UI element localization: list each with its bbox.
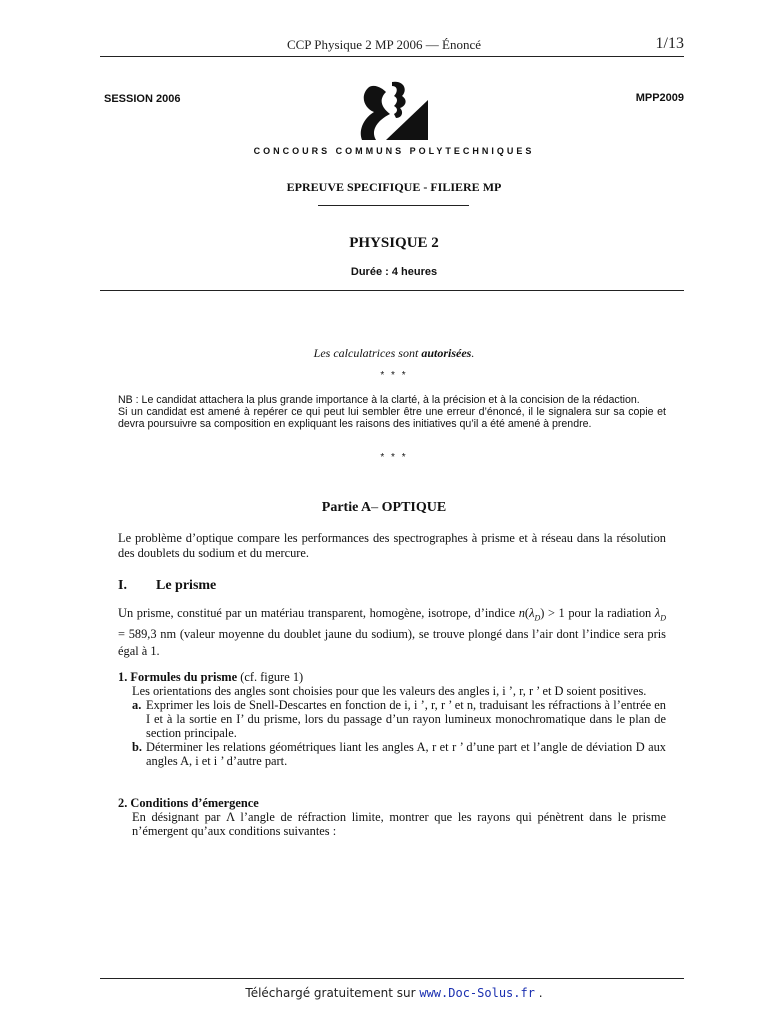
q1-b-label: b.: [132, 740, 142, 754]
nb-line-1: NB : Le candidat attachera la plus grande importance à la clarté, à la précision et à la concision de la rédaction.: [118, 394, 640, 406]
nb-notice: [118, 394, 666, 430]
index-formula: $n(\lambda_D) > 1$: [518, 606, 565, 623]
question-1: [118, 670, 666, 768]
footer: [0, 986, 768, 1000]
q1-a-text: Exprimer les lois de Snell-Descartes en fonction de i, i ’, r, r ’ et n, traduisant les réfractions à l’entrée en I et à la sortie en I’ du prisme, lors du passage d’un rayon lumineux monochromatique dans le plan de section principale.: [146, 698, 666, 740]
calc-suffix: .: [471, 346, 475, 360]
partie-prefix: Partie A: [321, 500, 372, 515]
q1-a-label: a.: [132, 698, 142, 712]
separator-stars-2: * * *: [380, 452, 408, 463]
section-paragraph: [118, 605, 666, 660]
footer-suffix: .: [534, 986, 543, 1000]
exam-code: MPP2009: [635, 92, 684, 104]
subject-title: PHYSIQUE 2: [349, 235, 439, 251]
question-2: [118, 796, 666, 838]
calc-prefix: Les calculatrices sont: [313, 346, 422, 360]
partie-heading: [0, 500, 768, 516]
q1-title: Formules du prisme: [130, 670, 238, 684]
q1-number: 1.: [118, 670, 128, 684]
section-heading: [118, 578, 216, 594]
logo-caption: CONCOURS COMMUNS POLYTECHNIQUES: [253, 146, 535, 156]
q2-text: En désignant par Λ l’angle de réfraction limite, montrer que les rayons qui pénètrent dans le prisme n’émergent qu’aux conditions suivantes :: [132, 810, 666, 838]
session-label: SESSION 2006: [104, 93, 181, 105]
lambda-symbol: $\lambda_D$: [654, 606, 666, 623]
separator-stars: * * *: [380, 370, 408, 381]
para-part-c: = 589,3 nm (valeur moyenne du doublet jaune du sodium), se trouve plongé dans l’air dont l’indice sera pris égal à 1.: [118, 627, 666, 659]
partie-intro: Le problème d’optique compare les performances des spectrographes à prisme et à réseau dans la résolution des doublets du sodium et du mercure.: [118, 531, 666, 560]
ccp-logo-icon: [356, 78, 432, 142]
partie-dash: –: [371, 500, 379, 515]
duration: Durée : 4 heures: [350, 266, 438, 278]
para-part-a: Un prisme, constitué par un matériau transparent, homogène, isotrope, d’indice: [118, 606, 519, 620]
title-rule: [318, 205, 469, 206]
q1-b-text: Déterminer les relations géométriques liant les angles A, r et r ’ d’une part et l’angle de déviation D aux angles A, i et i ’ d’autre part.: [146, 740, 666, 768]
partie-title: OPTIQUE: [378, 500, 447, 515]
running-header-title: CCP Physique 2 MP 2006 — Énoncé: [286, 37, 482, 52]
footer-rule: [100, 978, 684, 979]
section-rule: [100, 290, 684, 291]
calculator-notice: [0, 346, 768, 361]
section-number: I.: [118, 578, 127, 593]
nb-line-2: Si un candidat est amené à repérer ce qui peut lui sembler être une erreur d’énoncé, il le signalera sur sa copie et devra poursuivre sa composition en expliquant les raisons des initiatives qu’il a été amené à prendre.: [118, 406, 666, 430]
epreuve-title: EPREUVE SPECIFIQUE - FILIERE MP: [286, 180, 502, 194]
section-title: Le prisme: [156, 578, 217, 593]
header-rule: [100, 56, 684, 57]
q2-title: Conditions d’émergence: [130, 796, 259, 810]
q1-intro: Les orientations des angles sont choisies pour que les valeurs des angles i, i ’, r, r ’ et D soient positives.: [132, 684, 647, 698]
q1-ref: (cf. figure 1): [237, 670, 304, 684]
calc-bold: autorisées: [421, 346, 472, 360]
footer-prefix: Téléchargé gratuitement sur: [245, 986, 420, 1000]
q1-a: [118, 698, 666, 740]
page-number: 1/13: [655, 35, 684, 52]
footer-link[interactable]: www.Doc-Solus.fr: [419, 986, 535, 1000]
para-part-b: pour la radiation: [564, 606, 655, 620]
q1-b: [118, 740, 666, 768]
q2-number: 2.: [118, 796, 128, 810]
